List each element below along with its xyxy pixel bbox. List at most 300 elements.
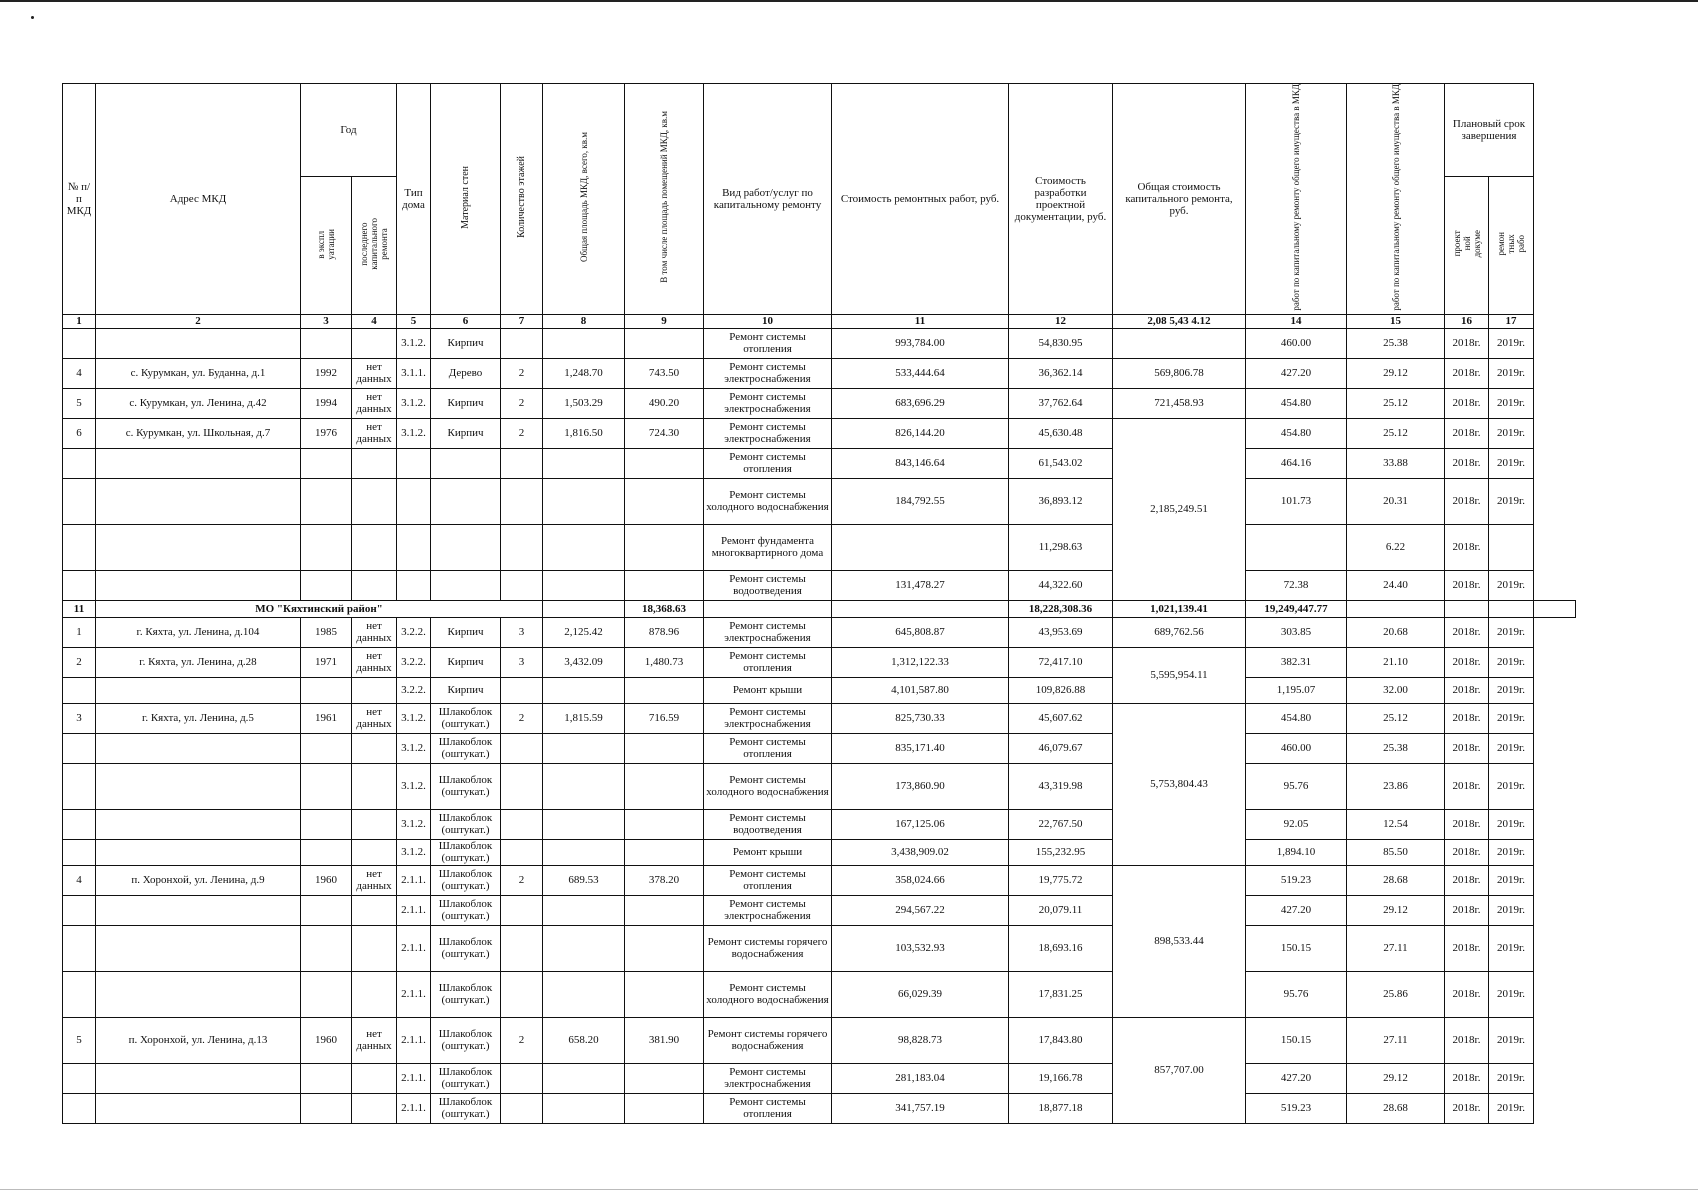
address-cell: с. Курумкан, ул. Буданна, д.1 bbox=[96, 358, 301, 388]
repair-cost-cell: 826,144.20 bbox=[832, 418, 1009, 448]
year-exploitation-cell: 1961 bbox=[301, 703, 352, 733]
floors-cell bbox=[501, 570, 543, 600]
row-number bbox=[63, 1093, 96, 1123]
column-number-row bbox=[63, 314, 1576, 328]
design-cost-cell: 54,830.95 bbox=[1009, 328, 1113, 358]
table-row bbox=[63, 328, 1576, 358]
floors-cell bbox=[501, 328, 543, 358]
term-works-cell: 2019г. bbox=[1489, 703, 1534, 733]
col15-cell: 25.38 bbox=[1347, 733, 1445, 763]
wall-material-cell: Кирпич bbox=[431, 418, 501, 448]
row-number bbox=[63, 839, 96, 865]
year-exploitation-cell bbox=[301, 524, 352, 570]
column-number: 10 bbox=[704, 314, 832, 328]
year-exploitation-cell bbox=[301, 570, 352, 600]
year-exploitation-cell bbox=[301, 809, 352, 839]
row-number bbox=[63, 448, 96, 478]
area-rooms-cell bbox=[625, 478, 704, 524]
year-repair-cell: нет данных bbox=[352, 647, 397, 677]
repair-cost-cell: 533,444.64 bbox=[832, 358, 1009, 388]
header-work: Вид работ/услуг по капитальному ремонту bbox=[704, 84, 832, 315]
col14-cell: 72.38 bbox=[1246, 570, 1347, 600]
table-row bbox=[63, 763, 1576, 809]
empty-cell bbox=[1534, 600, 1576, 617]
row-number bbox=[63, 809, 96, 839]
term-works-cell: 2019г. bbox=[1489, 328, 1534, 358]
column-number: 3 bbox=[301, 314, 352, 328]
wall-material-cell: Шлакоблок (оштукат.) bbox=[431, 763, 501, 809]
total-cost-cell bbox=[1113, 328, 1246, 358]
table-row bbox=[63, 703, 1576, 733]
term-works-cell: 2019г. bbox=[1489, 1093, 1534, 1123]
col15-cell: 25.12 bbox=[1347, 388, 1445, 418]
header-address: Адрес МКД bbox=[96, 84, 301, 315]
row-number: 4 bbox=[63, 865, 96, 895]
term-works-cell: 2019г. bbox=[1489, 1063, 1534, 1093]
area-total-cell bbox=[543, 570, 625, 600]
empty-cell bbox=[1489, 600, 1534, 617]
term-design-cell: 2018г. bbox=[1445, 358, 1489, 388]
year-repair-cell bbox=[352, 971, 397, 1017]
table-row bbox=[63, 1017, 1576, 1063]
year-repair-cell bbox=[352, 448, 397, 478]
repair-cost-cell: 294,567.22 bbox=[832, 895, 1009, 925]
term-design-cell: 2018г. bbox=[1445, 418, 1489, 448]
work-type-cell: Ремонт системы отопления bbox=[704, 328, 832, 358]
house-type-cell: 3.1.2. bbox=[397, 839, 431, 865]
column-number: 11 bbox=[832, 314, 1009, 328]
col15-cell: 28.68 bbox=[1347, 1093, 1445, 1123]
header-floors: Количество этажей bbox=[501, 84, 543, 315]
term-design-cell: 2018г. bbox=[1445, 448, 1489, 478]
col15-cell: 20.31 bbox=[1347, 478, 1445, 524]
address-cell: г. Кяхта, ул. Ленина, д.5 bbox=[96, 703, 301, 733]
empty-cell bbox=[1445, 600, 1489, 617]
term-works-cell: 2019г. bbox=[1489, 1017, 1534, 1063]
col14-cell: 454.80 bbox=[1246, 388, 1347, 418]
header-term-design: проект ной докуме bbox=[1445, 177, 1489, 314]
year-exploitation-cell bbox=[301, 478, 352, 524]
house-type-cell: 3.1.2. bbox=[397, 388, 431, 418]
table-row bbox=[63, 809, 1576, 839]
floors-cell bbox=[501, 478, 543, 524]
design-cost-cell: 19,775.72 bbox=[1009, 865, 1113, 895]
row-number: 2 bbox=[63, 647, 96, 677]
total-cost-cell: 5,595,954.11 bbox=[1113, 647, 1246, 703]
term-design-cell: 2018г. bbox=[1445, 839, 1489, 865]
repair-cost-cell: 98,828.73 bbox=[832, 1017, 1009, 1063]
term-design-cell: 2018г. bbox=[1445, 865, 1489, 895]
repair-cost-cell: 184,792.55 bbox=[832, 478, 1009, 524]
floors-cell: 2 bbox=[501, 418, 543, 448]
term-design-cell: 2018г. bbox=[1445, 1093, 1489, 1123]
address-cell bbox=[96, 839, 301, 865]
year-repair-cell: нет данных bbox=[352, 1017, 397, 1063]
area-rooms-cell bbox=[625, 328, 704, 358]
wall-material-cell: Шлакоблок (оштукат.) bbox=[431, 1093, 501, 1123]
year-exploitation-cell bbox=[301, 839, 352, 865]
design-cost-cell: 17,831.25 bbox=[1009, 971, 1113, 1017]
col15-cell: 29.12 bbox=[1347, 358, 1445, 388]
address-cell: г. Кяхта, ул. Ленина, д.28 bbox=[96, 647, 301, 677]
term-design-cell: 2018г. bbox=[1445, 478, 1489, 524]
area-total-cell: 1,815.59 bbox=[543, 703, 625, 733]
area-rooms-cell: 378.20 bbox=[625, 865, 704, 895]
year-exploitation-cell bbox=[301, 1093, 352, 1123]
term-design-cell: 2018г. bbox=[1445, 647, 1489, 677]
column-number: 4 bbox=[352, 314, 397, 328]
year-repair-cell: нет данных bbox=[352, 388, 397, 418]
work-type-cell: Ремонт крыши bbox=[704, 677, 832, 703]
repair-cost-cell: 825,730.33 bbox=[832, 703, 1009, 733]
section-total-cost: 19,249,447.77 bbox=[1246, 600, 1347, 617]
year-exploitation-cell bbox=[301, 763, 352, 809]
design-cost-cell: 18,693.16 bbox=[1009, 925, 1113, 971]
column-number: 16 bbox=[1445, 314, 1489, 328]
header-num: № п/п МКД bbox=[63, 84, 96, 315]
area-total-cell bbox=[543, 478, 625, 524]
area-total-cell bbox=[543, 328, 625, 358]
year-exploitation-cell bbox=[301, 971, 352, 1017]
area-total-cell bbox=[543, 1063, 625, 1093]
year-exploitation-cell bbox=[301, 1063, 352, 1093]
row-number bbox=[63, 328, 96, 358]
table-header bbox=[63, 84, 1576, 329]
table-row bbox=[63, 524, 1576, 570]
col15-cell: 25.12 bbox=[1347, 703, 1445, 733]
col15-cell: 27.11 bbox=[1347, 1017, 1445, 1063]
table-row bbox=[63, 677, 1576, 703]
empty-cell bbox=[704, 600, 832, 617]
work-type-cell: Ремонт крыши bbox=[704, 839, 832, 865]
design-cost-cell: 45,607.62 bbox=[1009, 703, 1113, 733]
col14-cell: 427.20 bbox=[1246, 895, 1347, 925]
address-cell bbox=[96, 478, 301, 524]
repair-cost-cell: 103,532.93 bbox=[832, 925, 1009, 971]
work-type-cell: Ремонт системы электроснабжения bbox=[704, 418, 832, 448]
design-cost-cell: 37,762.64 bbox=[1009, 388, 1113, 418]
scan-edge-top bbox=[0, 0, 1698, 2]
row-number bbox=[63, 524, 96, 570]
term-works-cell: 2019г. bbox=[1489, 478, 1534, 524]
row-number: 1 bbox=[63, 617, 96, 647]
work-type-cell: Ремонт системы отопления bbox=[704, 1093, 832, 1123]
term-works-cell: 2019г. bbox=[1489, 647, 1534, 677]
house-type-cell: 2.1.1. bbox=[397, 865, 431, 895]
table-row bbox=[63, 418, 1576, 448]
year-exploitation-cell bbox=[301, 328, 352, 358]
wall-material-cell: Кирпич bbox=[431, 617, 501, 647]
design-cost-cell: 36,362.14 bbox=[1009, 358, 1113, 388]
work-type-cell: Ремонт системы электроснабжения bbox=[704, 703, 832, 733]
year-repair-cell: нет данных bbox=[352, 617, 397, 647]
area-rooms-cell bbox=[625, 763, 704, 809]
house-type-cell bbox=[397, 570, 431, 600]
year-repair-cell: нет данных bbox=[352, 358, 397, 388]
empty-cell bbox=[543, 600, 625, 617]
col15-cell: 28.68 bbox=[1347, 865, 1445, 895]
col14-cell: 460.00 bbox=[1246, 733, 1347, 763]
wall-material-cell: Кирпич bbox=[431, 388, 501, 418]
col14-cell: 303.85 bbox=[1246, 617, 1347, 647]
col15-cell: 23.86 bbox=[1347, 763, 1445, 809]
floors-cell bbox=[501, 809, 543, 839]
term-design-cell: 2018г. bbox=[1445, 895, 1489, 925]
address-cell: с. Курумкан, ул. Ленина, д.42 bbox=[96, 388, 301, 418]
area-total-cell: 1,248.70 bbox=[543, 358, 625, 388]
area-rooms-cell: 724.30 bbox=[625, 418, 704, 448]
scan-edge-bottom bbox=[0, 1189, 1698, 1200]
header-type: Тип дома bbox=[397, 84, 431, 315]
area-total-cell bbox=[543, 733, 625, 763]
year-repair-cell bbox=[352, 763, 397, 809]
floors-cell: 2 bbox=[501, 865, 543, 895]
col14-cell: 1,195.07 bbox=[1246, 677, 1347, 703]
repair-cost-cell: 173,860.90 bbox=[832, 763, 1009, 809]
row-number bbox=[63, 570, 96, 600]
house-type-cell: 2.1.1. bbox=[397, 895, 431, 925]
area-rooms-cell bbox=[625, 733, 704, 763]
term-design-cell: 2018г. bbox=[1445, 677, 1489, 703]
repair-cost-cell: 281,183.04 bbox=[832, 1063, 1009, 1093]
house-type-cell bbox=[397, 478, 431, 524]
design-cost-cell: 18,877.18 bbox=[1009, 1093, 1113, 1123]
row-number bbox=[63, 1063, 96, 1093]
design-cost-cell: 61,543.02 bbox=[1009, 448, 1113, 478]
year-exploitation-cell: 1960 bbox=[301, 1017, 352, 1063]
year-exploitation-cell bbox=[301, 895, 352, 925]
work-type-cell: Ремонт системы горячего водоснабжения bbox=[704, 925, 832, 971]
table-row bbox=[63, 971, 1576, 1017]
col14-cell: 460.00 bbox=[1246, 328, 1347, 358]
table-row bbox=[63, 617, 1576, 647]
house-type-cell: 3.1.2. bbox=[397, 809, 431, 839]
work-type-cell: Ремонт системы водоотведения bbox=[704, 809, 832, 839]
header-col15: работ по капитальному ремонту общего имущества в МКД bbox=[1347, 84, 1445, 315]
section-area-total: 18,368.63 bbox=[625, 600, 704, 617]
repair-cost-cell: 66,029.39 bbox=[832, 971, 1009, 1017]
address-cell bbox=[96, 677, 301, 703]
design-cost-cell: 22,767.50 bbox=[1009, 809, 1113, 839]
house-type-cell: 3.1.2. bbox=[397, 763, 431, 809]
area-total-cell bbox=[543, 971, 625, 1017]
address-cell bbox=[96, 570, 301, 600]
year-repair-cell bbox=[352, 1063, 397, 1093]
area-rooms-cell bbox=[625, 448, 704, 478]
area-total-cell bbox=[543, 677, 625, 703]
col15-cell: 20.68 bbox=[1347, 617, 1445, 647]
house-type-cell: 3.2.2. bbox=[397, 647, 431, 677]
col14-cell: 150.15 bbox=[1246, 1017, 1347, 1063]
work-type-cell: Ремонт системы электроснабжения bbox=[704, 1063, 832, 1093]
header-col14: работ по капитальному ремонту общего имущества в МКД bbox=[1246, 84, 1347, 315]
area-rooms-cell: 743.50 bbox=[625, 358, 704, 388]
floors-cell bbox=[501, 524, 543, 570]
year-repair-cell bbox=[352, 1093, 397, 1123]
col14-cell: 382.31 bbox=[1246, 647, 1347, 677]
wall-material-cell: Шлакоблок (оштукат.) bbox=[431, 839, 501, 865]
term-design-cell: 2018г. bbox=[1445, 703, 1489, 733]
design-cost-cell: 43,319.98 bbox=[1009, 763, 1113, 809]
table-row bbox=[63, 388, 1576, 418]
work-type-cell: Ремонт системы отопления bbox=[704, 448, 832, 478]
repair-cost-cell: 358,024.66 bbox=[832, 865, 1009, 895]
row-number bbox=[63, 925, 96, 971]
header-cost: Стоимость ремонтных работ, руб. bbox=[832, 84, 1009, 315]
year-repair-cell bbox=[352, 478, 397, 524]
repair-cost-cell: 3,438,909.02 bbox=[832, 839, 1009, 865]
col15-cell: 24.40 bbox=[1347, 570, 1445, 600]
col14-cell: 1,894.10 bbox=[1246, 839, 1347, 865]
area-rooms-cell bbox=[625, 677, 704, 703]
year-exploitation-cell bbox=[301, 448, 352, 478]
term-works-cell: 2019г. bbox=[1489, 448, 1534, 478]
house-type-cell: 3.2.2. bbox=[397, 617, 431, 647]
house-type-cell: 2.1.1. bbox=[397, 1063, 431, 1093]
floors-cell bbox=[501, 763, 543, 809]
header-area-total: Общая площадь МКД, всего, кв.м bbox=[543, 84, 625, 315]
term-works-cell: 2019г. bbox=[1489, 388, 1534, 418]
term-design-cell: 2018г. bbox=[1445, 733, 1489, 763]
floors-cell: 3 bbox=[501, 617, 543, 647]
row-number: 3 bbox=[63, 703, 96, 733]
area-total-cell bbox=[543, 1093, 625, 1123]
address-cell bbox=[96, 895, 301, 925]
floors-cell: 2 bbox=[501, 388, 543, 418]
section-design-cost: 1,021,139.41 bbox=[1113, 600, 1246, 617]
empty-cell bbox=[1347, 600, 1445, 617]
design-cost-cell: 109,826.88 bbox=[1009, 677, 1113, 703]
column-number: 9 bbox=[625, 314, 704, 328]
col14-cell: 101.73 bbox=[1246, 478, 1347, 524]
term-design-cell: 2018г. bbox=[1445, 925, 1489, 971]
design-cost-cell: 36,893.12 bbox=[1009, 478, 1113, 524]
year-repair-cell bbox=[352, 570, 397, 600]
header-term: Плановый срок завершения bbox=[1445, 84, 1534, 177]
area-rooms-cell: 490.20 bbox=[625, 388, 704, 418]
year-exploitation-cell: 1994 bbox=[301, 388, 352, 418]
header-area-rooms: В том числе площадь помещений МКД, кв.м bbox=[625, 84, 704, 315]
header-year-exploitation: в экспл уатации bbox=[301, 177, 352, 314]
repair-cost-cell bbox=[832, 524, 1009, 570]
house-type-cell: 3.1.2. bbox=[397, 733, 431, 763]
area-rooms-cell bbox=[625, 1093, 704, 1123]
wall-material-cell bbox=[431, 478, 501, 524]
term-design-cell: 2018г. bbox=[1445, 328, 1489, 358]
table-row bbox=[63, 895, 1576, 925]
col14-cell: 454.80 bbox=[1246, 418, 1347, 448]
design-cost-cell: 45,630.48 bbox=[1009, 418, 1113, 448]
address-cell bbox=[96, 809, 301, 839]
year-repair-cell: нет данных bbox=[352, 865, 397, 895]
header-year: Год bbox=[301, 84, 397, 177]
column-number: 7 bbox=[501, 314, 543, 328]
col14-cell: 95.76 bbox=[1246, 763, 1347, 809]
repair-cost-cell: 167,125.06 bbox=[832, 809, 1009, 839]
design-cost-cell: 155,232.95 bbox=[1009, 839, 1113, 865]
year-exploitation-cell: 1971 bbox=[301, 647, 352, 677]
area-total-cell bbox=[543, 925, 625, 971]
address-cell bbox=[96, 1093, 301, 1123]
year-repair-cell bbox=[352, 677, 397, 703]
wall-material-cell: Кирпич bbox=[431, 328, 501, 358]
section-repair-cost: 18,228,308.36 bbox=[1009, 600, 1113, 617]
address-cell: п. Хоронхой, ул. Ленина, д.13 bbox=[96, 1017, 301, 1063]
capital-repair-table bbox=[62, 83, 1576, 1124]
design-cost-cell: 72,417.10 bbox=[1009, 647, 1113, 677]
wall-material-cell bbox=[431, 570, 501, 600]
work-type-cell: Ремонт системы отопления bbox=[704, 733, 832, 763]
area-rooms-cell bbox=[625, 925, 704, 971]
table-row bbox=[63, 448, 1576, 478]
header-total: Общая стоимость капитального ремонта, руб. bbox=[1113, 84, 1246, 315]
col15-cell: 29.12 bbox=[1347, 1063, 1445, 1093]
empty-cell bbox=[832, 600, 1009, 617]
design-cost-cell: 17,843.80 bbox=[1009, 1017, 1113, 1063]
design-cost-cell: 46,079.67 bbox=[1009, 733, 1113, 763]
floors-cell bbox=[501, 925, 543, 971]
wall-material-cell: Шлакоблок (оштукат.) bbox=[431, 1017, 501, 1063]
col14-cell: 95.76 bbox=[1246, 971, 1347, 1017]
year-exploitation-cell: 1976 bbox=[301, 418, 352, 448]
column-number: 1 bbox=[63, 314, 96, 328]
year-exploitation-cell bbox=[301, 733, 352, 763]
term-works-cell: 2019г. bbox=[1489, 865, 1534, 895]
wall-material-cell bbox=[431, 524, 501, 570]
table-body bbox=[63, 328, 1576, 1123]
term-works-cell: 2019г. bbox=[1489, 733, 1534, 763]
row-number: 4 bbox=[63, 358, 96, 388]
year-exploitation-cell: 1985 bbox=[301, 617, 352, 647]
term-works-cell: 2019г. bbox=[1489, 570, 1534, 600]
col15-cell: 27.11 bbox=[1347, 925, 1445, 971]
row-number bbox=[63, 763, 96, 809]
area-total-cell: 3,432.09 bbox=[543, 647, 625, 677]
table-row bbox=[63, 1093, 1576, 1123]
address-cell bbox=[96, 971, 301, 1017]
work-type-cell: Ремонт системы горячего водоснабжения bbox=[704, 1017, 832, 1063]
col15-cell: 21.10 bbox=[1347, 647, 1445, 677]
address-cell bbox=[96, 925, 301, 971]
term-design-cell: 2018г. bbox=[1445, 809, 1489, 839]
year-exploitation-cell bbox=[301, 925, 352, 971]
area-rooms-cell: 716.59 bbox=[625, 703, 704, 733]
column-number: 8 bbox=[543, 314, 625, 328]
floors-cell bbox=[501, 733, 543, 763]
table-row bbox=[63, 358, 1576, 388]
term-works-cell: 2019г. bbox=[1489, 358, 1534, 388]
term-design-cell: 2018г. bbox=[1445, 570, 1489, 600]
column-number: 15 bbox=[1347, 314, 1445, 328]
col15-cell: 33.88 bbox=[1347, 448, 1445, 478]
year-exploitation-cell: 1992 bbox=[301, 358, 352, 388]
column-number: 2 bbox=[96, 314, 301, 328]
column-number: 17 bbox=[1489, 314, 1534, 328]
area-total-cell: 1,503.29 bbox=[543, 388, 625, 418]
house-type-cell: 3.1.2. bbox=[397, 418, 431, 448]
repair-cost-cell: 835,171.40 bbox=[832, 733, 1009, 763]
term-works-cell: 2019г. bbox=[1489, 895, 1534, 925]
term-works-cell: 2019г. bbox=[1489, 418, 1534, 448]
table-row bbox=[63, 647, 1576, 677]
term-works-cell: 2019г. bbox=[1489, 971, 1534, 1017]
area-rooms-cell bbox=[625, 895, 704, 925]
house-type-cell: 3.2.2. bbox=[397, 677, 431, 703]
col14-cell: 150.15 bbox=[1246, 925, 1347, 971]
house-type-cell: 3.1.2. bbox=[397, 703, 431, 733]
term-design-cell: 2018г. bbox=[1445, 1017, 1489, 1063]
col14-cell: 427.20 bbox=[1246, 1063, 1347, 1093]
